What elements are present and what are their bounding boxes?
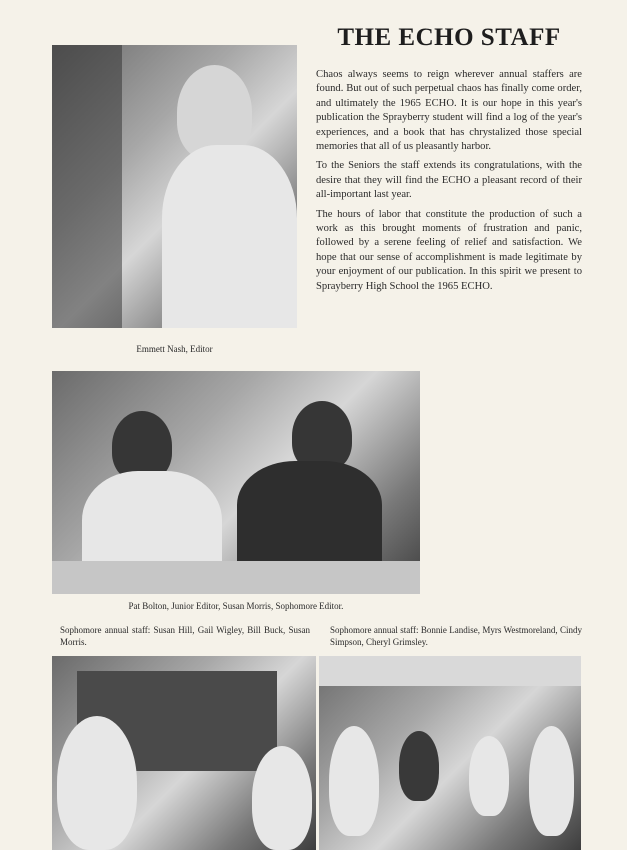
caption-editor: Emmett Nash, Editor xyxy=(136,344,213,354)
photo-staff-right xyxy=(319,656,581,850)
paragraph: To the Seniors the staff extends its congratulations, with the desire that they will find the ECHO a pleasant record of their all-important last year. xyxy=(316,160,582,201)
paragraph: The hours of labor that constitute the production of such a work as this brought moments of frustration and panic, followed by a serene feeling of relief and satisfaction. We hope that our sense of accomplishment is made legitimate by your enjoyment of our publication. In this spirit we present to Sprayberry High School the 1965 ECHO. xyxy=(316,208,582,292)
photo-junior-sophomore-editors xyxy=(52,371,420,594)
caption-staff-left: Sophomore annual staff: Susan Hill, Gail Wigley, Bill Buck, Susan Morris. xyxy=(60,625,310,647)
article-text xyxy=(316,68,582,299)
paragraph: Chaos always seems to reign wherever annual staffers are found. But out of such perpetual chaos has finally come order, and ultimately the 1965 ECHO. It is our hope in this year's publication the Sprayberry student will find a log of the year's experiences, and a book that has chrystalized those special memories that all of us pleasantly harbor. xyxy=(316,69,582,153)
photo-staff-left xyxy=(52,656,316,850)
photo-editor xyxy=(52,45,297,328)
caption-junior-sophomore-editors: Pat Bolton, Junior Editor, Susan Morris, Sophomore Editor. xyxy=(128,601,344,611)
caption-staff-right: Sophomore annual staff: Bonnie Landise, Myrs Westmoreland, Cindy Simpson, Cheryl Grimsley. xyxy=(330,625,582,647)
page-title: THE ECHO STAFF xyxy=(337,24,561,51)
